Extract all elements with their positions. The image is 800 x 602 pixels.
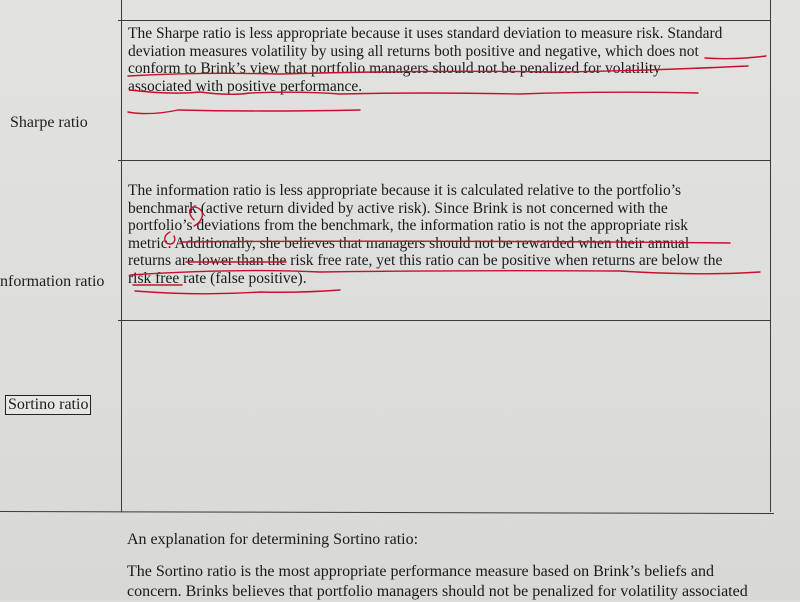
sharpe-line-2: deviation measures volatility by using all returns both positive and negative, which does not — [128, 42, 699, 60]
explanation-paragraph — [127, 562, 777, 602]
table-rule-top — [118, 20, 770, 21]
table-rule-row1 — [118, 160, 770, 161]
sharpe-line-3: conform to Brink’s view that portfolio managers should not be penalized for volatility — [128, 60, 661, 77]
sharpe-line-4: associated with positive performance. — [128, 77, 363, 95]
sharpe-cell-text — [128, 25, 768, 95]
information-line-5: returns are lower than the risk free rate, yet this ratio can be positive when returns are below the — [128, 252, 723, 269]
information-line-4: metric. Additionally, she believes that managers should not be rewarded when their annual — [128, 234, 690, 252]
bleed-through-shading — [128, 322, 768, 512]
table-divider — [121, 0, 122, 512]
table-right-edge — [770, 0, 771, 512]
information-cell-text — [128, 182, 768, 287]
explanation-heading: An explanation for determining Sortino ratio: — [127, 531, 419, 548]
row-label-sharpe: Sharpe ratio — [10, 114, 88, 131]
table-rule-row2 — [118, 320, 770, 321]
information-line-2: benchmark (active return divided by active risk). Since Brink is not concerned with the — [128, 199, 668, 217]
information-line-6: risk free rate (false positive). — [128, 269, 307, 287]
information-line-1: The information ratio is less appropriate because it is calculated relative to the portfolio’s — [128, 182, 682, 199]
row-label-information: nformation ratio — [0, 273, 105, 290]
underline-info-3 — [135, 290, 340, 294]
information-line-3: portfolio’s deviations from the benchmark, the information ratio is not the appropriate risk — [128, 217, 689, 234]
row-label-sortino: Sortino ratio — [5, 395, 91, 415]
explanation-line-2: concern. Brinks believes that portfolio managers should not be penalized for volatility associated — [127, 583, 748, 600]
sharpe-line-1: The Sharpe ratio is less appropriate because it uses standard deviation to measure risk. Standard — [128, 25, 723, 42]
explanation-line-1: The Sortino ratio is the most appropriate performance measure based on Brink’s beliefs and — [127, 563, 714, 580]
underline-sharpe-4 — [128, 110, 360, 114]
